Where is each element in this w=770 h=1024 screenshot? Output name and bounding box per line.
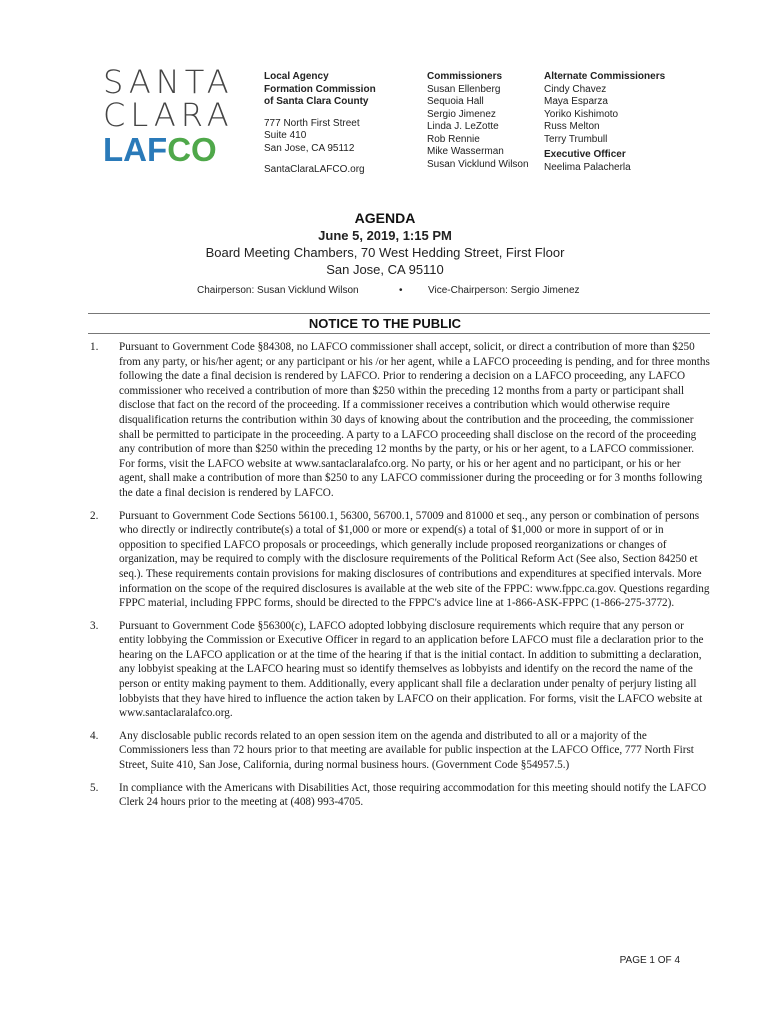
logo-letter: C — [167, 131, 192, 168]
divider-top — [88, 313, 710, 314]
notice-number: 3. — [90, 619, 99, 632]
logo-letter: A — [123, 131, 148, 168]
logo-letter: F — [147, 131, 168, 168]
lafco-logo — [103, 63, 234, 168]
notice-text: Pursuant to Government Code §84308, no LAFCO commissioner shall accept, solicit, or direct a contribution of more than $250 from any party, or his/her agent; or any participant or his /or her agent, while a LAFCO proceeding is pending, and for three months following the date a final decision is rendered by LAFCO. Prior to rendering a decision on a LAFCO proceeding, any LAFCO commissioner who received a contribution of more than $250 within the preceding 12 months from a party or participant shall disclose that fact on the record of the proceeding. If a commissioner receives a contribution which would otherwise require disqualification returns the contribution within 30 days of knowing about the contribution and the proceeding, the commissioner shall be permitted to participate in the proceeding. A party to a LAFCO proceeding shall disclose on the record of the proceeding any contribution of more than $250 within the preceding 12 months by the party, or his or her agent, to a LAFCO commissioner. For forms, visit the LAFCO website at www.santaclaralafco.org. No party, or his or her agent and no participant, or his or her agent, shall make a contribution of more than $250 to any LAFCO commissioner during the proceeding or for 3 months following the date a final decision is rendered by LAFCO. — [119, 341, 710, 499]
agenda-datetime: June 5, 2019, 1:15 PM — [318, 228, 452, 243]
agency-name-line: Formation Commission — [264, 83, 376, 95]
logo-line-clara: CLARA — [103, 96, 234, 134]
agency-address-line: 777 North First Street — [264, 117, 360, 129]
logo-letter: O — [191, 131, 217, 168]
notice-item — [90, 619, 710, 721]
commissioner-name: Susan Vicklund Wilson — [427, 158, 529, 170]
notice-item — [90, 509, 710, 611]
notice-item — [90, 729, 710, 773]
notice-number: 1. — [90, 341, 99, 353]
alternates-heading: Alternate Commissioners — [544, 71, 666, 82]
executive-name: Neelima Palacherla — [544, 161, 631, 173]
logo-letter: L — [103, 131, 124, 168]
notice-text: Any disclosable public records related to an open session item on the agenda and distributed to all or a majority of the Commissioners less than 72 hours prior to that meeting are available for public inspection at the LAFCO Office, 777 North First Street, Suite 410, San Jose, California, during normal business hours. (Government Code §54957.5.) — [119, 729, 694, 772]
vice-chairperson: Vice-Chairperson: Sergio Jimenez — [428, 285, 580, 296]
notice-text: In compliance with the Americans with Disabilities Act, those requiring accommodation for this meeting should notify the LAFCO Clerk 24 hours prior to the meeting at (408) 993-4705. — [119, 781, 707, 809]
commissioner-name: Sequoia Hall — [427, 96, 484, 107]
notice-text: Pursuant to Government Code §56300(c), LAFCO adopted lobbying disclosure requirements which require that any person or entity lobbying the Commission or Executive Officer in regard to an application before LAFCO must file a declaration prior to the hearing on the LAFCO application or at the time of the hearing if that is the initial contact. In addition to submitting a declaration, any lobbyist speaking at the LAFCO hearing must so identify themselves as lobbyists and identify on the record the name of the person or entity making payment to them. Additionally, every applicant shall file a declaration under penalty of perjury listing all lobbyists that they have hired to influence the action taken by LAFCO on their application. For forms, visit the LAFCO website at www.santaclaralafco.org. — [119, 619, 704, 720]
commissioners-list — [427, 71, 529, 171]
alternate-name: Maya Esparza — [544, 96, 608, 107]
page-number: PAGE 1 OF 4 — [619, 955, 680, 966]
commissioner-name: Mike Wasserman — [427, 146, 504, 157]
notice-item — [90, 340, 710, 501]
notice-number: 4. — [90, 729, 99, 742]
commissioners-heading: Commissioners — [427, 71, 503, 82]
agency-info — [264, 71, 376, 177]
notice-title: NOTICE TO THE PUBLIC — [308, 316, 462, 331]
commissioner-name: Susan Ellenberg — [427, 83, 501, 95]
logo-lafco-wordmark — [103, 132, 223, 168]
agency-website[interactable]: SantaClaraLAFCO.org — [264, 164, 365, 175]
agency-name-line: of Santa Clara County — [264, 96, 369, 107]
commissioner-name: Rob Rennie — [427, 133, 480, 145]
agency-name-line: Local Agency — [264, 71, 329, 82]
alternate-name: Cindy Chavez — [544, 83, 607, 95]
alternate-name: Russ Melton — [544, 121, 600, 132]
notice-number: 5. — [90, 781, 99, 794]
chair-separator: • — [399, 285, 403, 296]
executive-heading: Executive Officer — [544, 149, 626, 160]
commissioner-name: Linda J. LeZotte — [427, 121, 499, 132]
notice-text: Pursuant to Government Code Sections 56100.1, 56300, 56700.1, 57009 and 81000 et seq., any person or combination of persons who directly or indirectly contribute(s) a total of $1,000 or more or expend(s) a total of $1,000 or more in support of or in opposition to specified LAFCO proposals or proceedings, which generally include proposed reorganizations or changes of organization, may be required to comply with the disclosure requirements of the Political Reform Act (See also, Section 84250 et seq.). These requirements contain provisions for making disclosures of contributions and expenditures at specified intervals. More information on the scope of the required disclosures is available at the web site of the FPPC: www.fppc.ca.gov. Questions regarding FPPC material, including FPPC forms, should be directed to the FPPC's advice line at 1-866-ASK-FPPC (1-866-275-3772). — [119, 509, 710, 610]
agenda-location: Board Meeting Chambers, 70 West Hedding Street, First Floor — [205, 245, 565, 260]
alternate-name: Terry Trumbull — [544, 133, 608, 145]
logo-line-santa: SANTA — [103, 63, 234, 101]
agenda-city: San Jose, CA 95110 — [326, 262, 444, 277]
alternates-list — [544, 71, 665, 174]
notice-item — [90, 781, 710, 810]
alternate-name: Yoriko Kishimoto — [544, 108, 619, 120]
agency-address-line: Suite 410 — [264, 130, 307, 141]
agency-address-line: San Jose, CA 95112 — [264, 142, 355, 154]
notice-list — [90, 340, 710, 818]
divider-bottom — [88, 333, 710, 334]
commissioner-name: Sergio Jimenez — [427, 108, 496, 120]
chairperson: Chairperson: Susan Vicklund Wilson — [197, 285, 359, 296]
agenda-title: AGENDA — [354, 210, 416, 226]
notice-number: 2. — [90, 509, 99, 522]
agenda-header — [0, 210, 770, 278]
